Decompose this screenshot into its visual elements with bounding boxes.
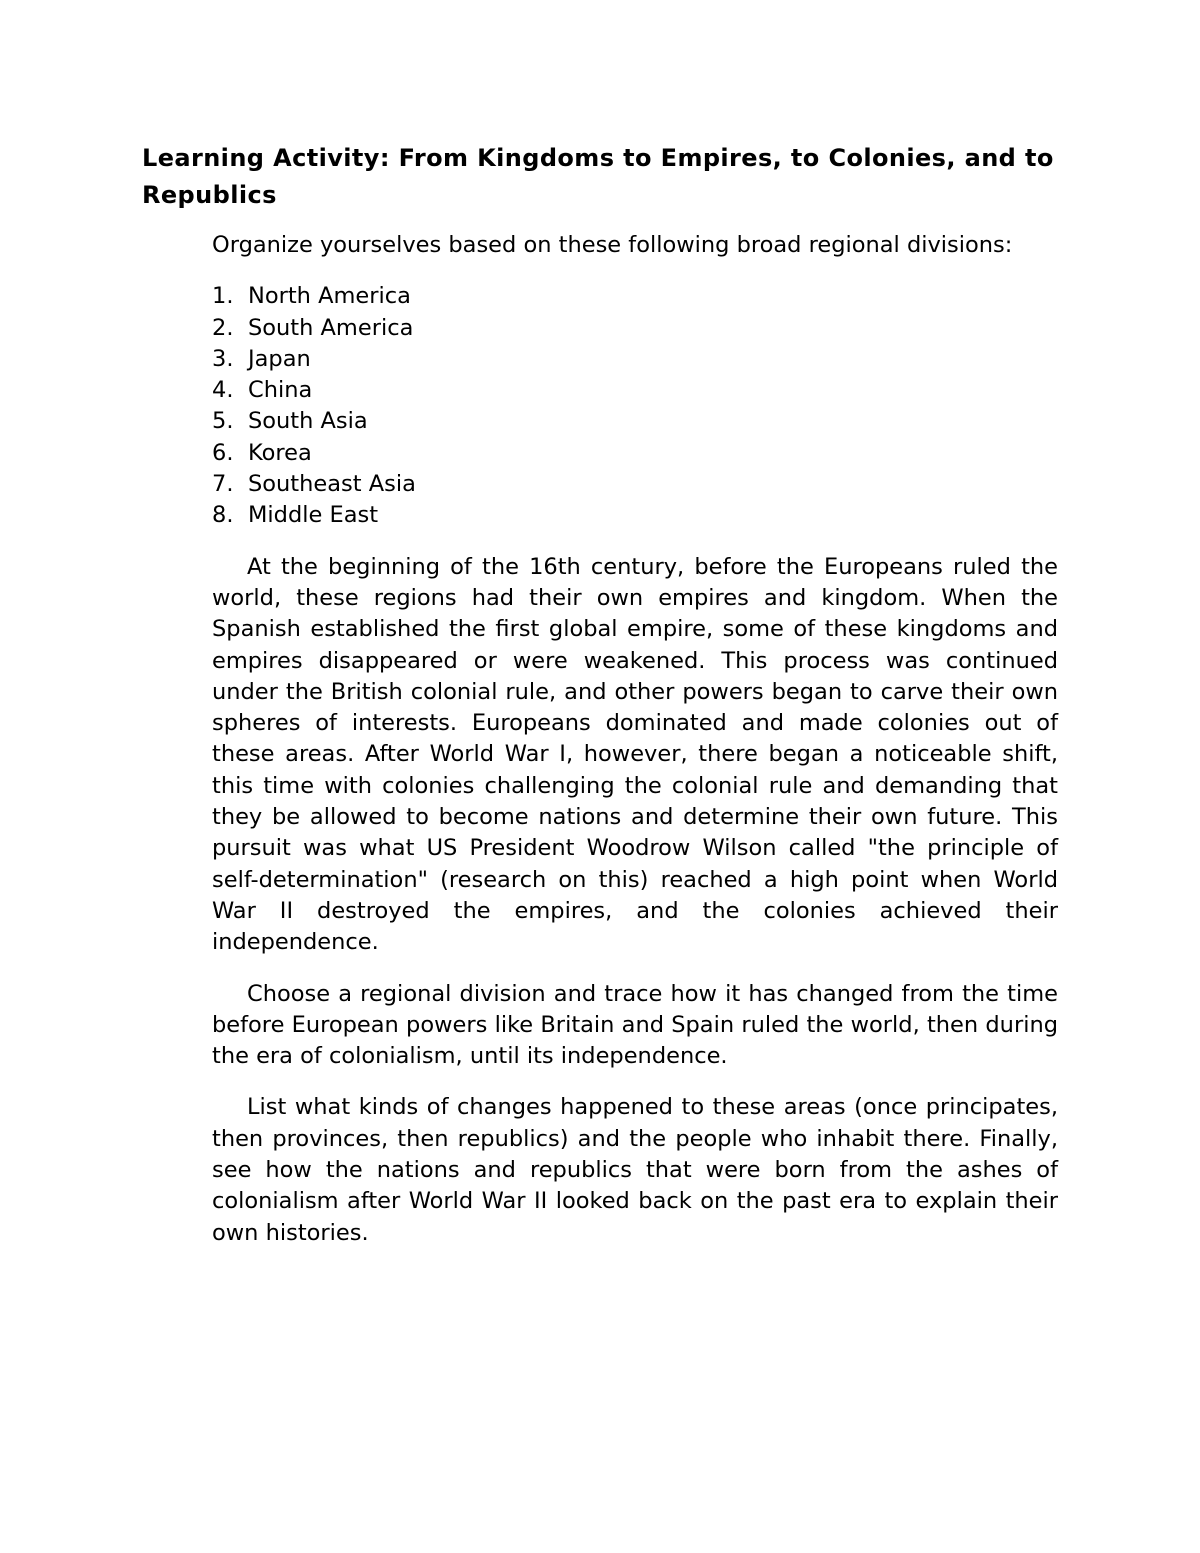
list-number: 5. (212, 408, 234, 435)
document-title: Learning Activity: From Kingdoms to Empires, to Colonies, and to Republics (142, 144, 1054, 209)
paragraph-history: At the beginning of the 16th century, before the Europeans ruled the world, these regions had their own empires and kingdom. When the Spanish established the first global empire, some of these kingdoms and empires disappeared or were weakened. This process was continued under the British colonial rule, and other powers began to carve their own spheres of interests. Europeans dominated and made colonies out of these areas. After World War I, however, there began a noticeable shift, this time with colonies challenging the colonial rule and demanding that they be allowed to become nations and determine their own future. This pursuit was what US President Woodrow Wilson called "the principle of self-determination" (research on this) reached a high point when World War II destroyed the empires, and the colonies achieved their independence. (212, 553, 1058, 956)
paragraph-task: List what kinds of changes happened to these areas (once principates, then provinces, then republics) and the people who inhabit there. Finally, see how the nations and republics that were born from the ashes of colonialism after World War II looked back on the past era to explain their own histories. (212, 1094, 1058, 1246)
list-number: 3. (212, 345, 234, 372)
list-item (212, 313, 1058, 344)
list-number: 4. (212, 377, 234, 404)
list-item (212, 438, 1058, 469)
list-number: 7. (212, 471, 234, 498)
region-list (212, 281, 1058, 531)
list-item (212, 344, 1058, 375)
list-item (212, 375, 1058, 406)
intro-text: Organize yourselves based on these following broad regional divisions: (212, 232, 1013, 258)
list-number: 1. (212, 283, 234, 310)
region-name: China (248, 377, 313, 404)
region-name: Southeast Asia (248, 471, 416, 498)
list-number: 2. (212, 314, 234, 341)
list-item (212, 406, 1058, 437)
list-item (212, 469, 1058, 500)
region-name: Middle East (248, 502, 379, 529)
document-body (212, 230, 1058, 1269)
region-name: Korea (248, 439, 312, 466)
region-name: Japan (248, 345, 311, 372)
region-name: South America (248, 314, 414, 341)
list-item (212, 500, 1058, 531)
region-name: South Asia (248, 408, 368, 435)
paragraph-instructions: Choose a regional division and trace how it has changed from the time before European powers like Britain and Spain ruled the world, then during the era of colonialism, until its independence. (212, 980, 1058, 1070)
list-number: 6. (212, 439, 234, 466)
region-name: North America (248, 283, 411, 310)
list-item (212, 281, 1058, 312)
list-number: 8. (212, 502, 234, 529)
